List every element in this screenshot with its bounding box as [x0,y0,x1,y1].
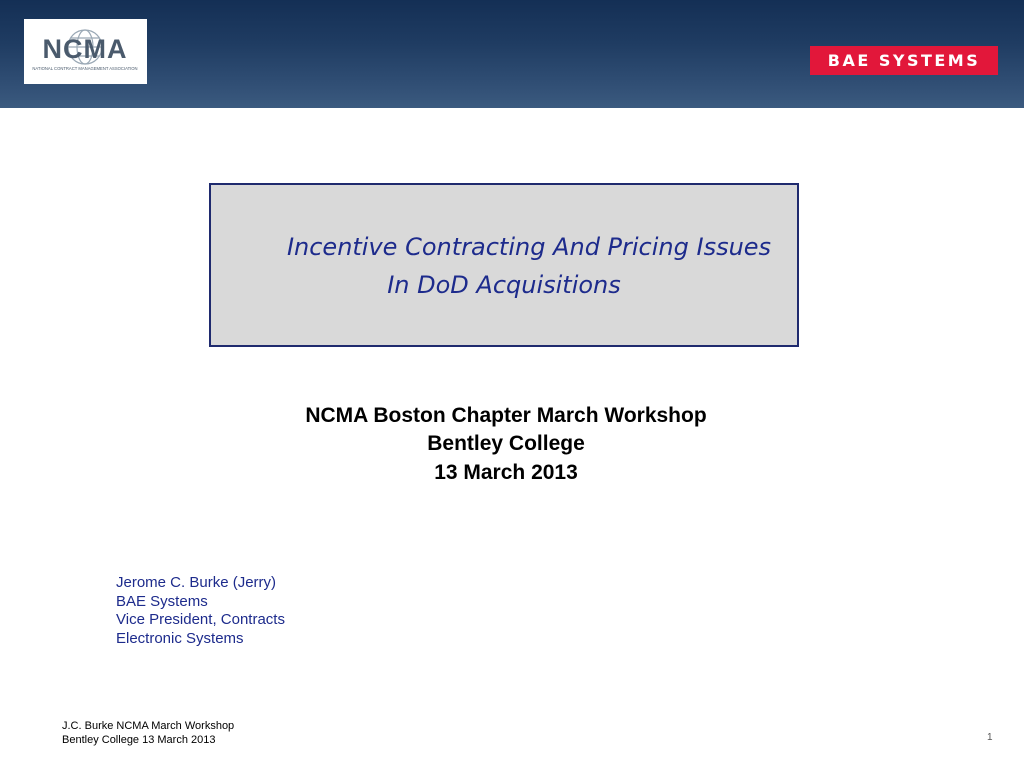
footer-line-2: Bentley College 13 March 2013 [62,734,216,746]
presenter-name: Jerome C. Burke (Jerry) [116,574,277,591]
ncma-logo-text: NCMA [42,34,128,64]
bae-systems-logo: BAE SYSTEMS [810,46,998,75]
presenter-company: BAE Systems [116,593,208,610]
workshop-venue: Bentley College [427,432,585,455]
presentation-title-line-2: In DoD Acquisitions [387,271,621,299]
title-box [209,183,799,347]
presenter-division: Electronic Systems [116,630,244,647]
page-number: 1 [987,732,993,743]
presenter-role: Vice President, Contracts [116,611,285,628]
presentation-title-line-1: Incentive Contracting And Pricing Issues [286,233,772,261]
footer-line-1: J.C. Burke NCMA March Workshop [62,720,235,732]
ncma-logo-subtext: NATIONAL CONTRACT MANAGEMENT ASSOCIATION [32,66,138,71]
workshop-name: NCMA Boston Chapter March Workshop [305,404,707,427]
ncma-logo [24,19,147,84]
workshop-date: 13 March 2013 [434,461,578,484]
